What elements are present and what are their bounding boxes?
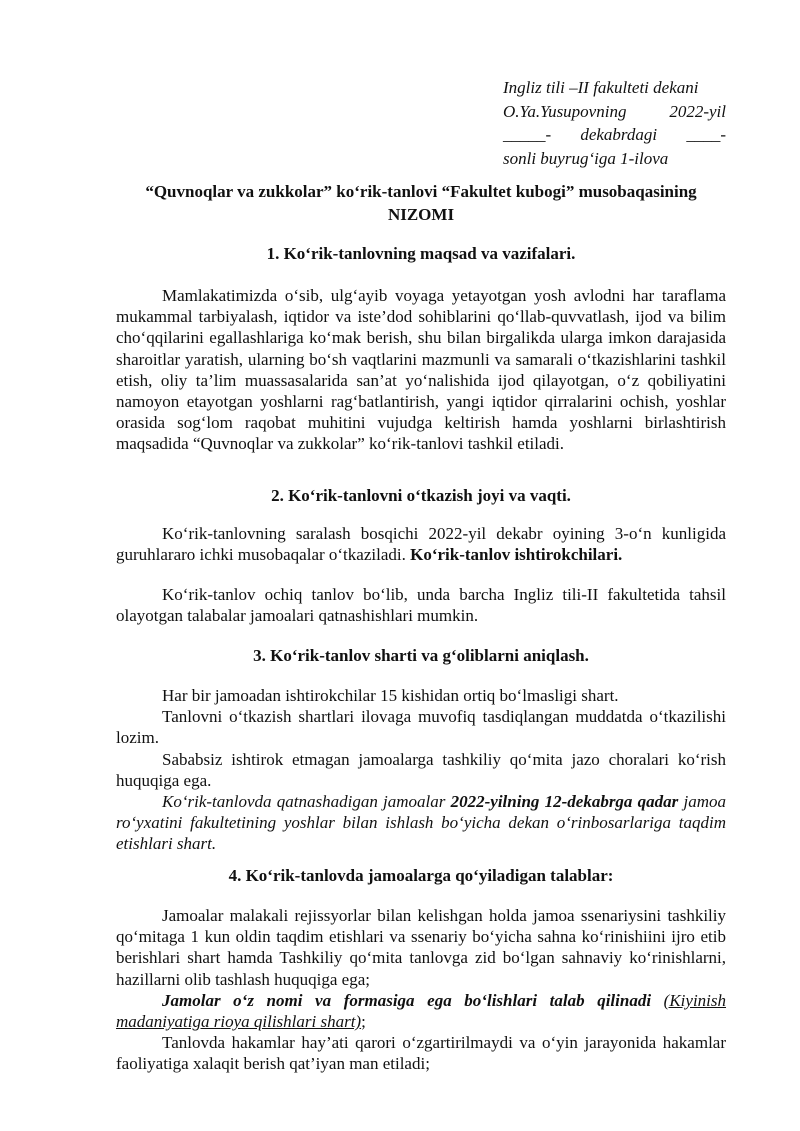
section-3-paragraph-4-c: jamoa ro‘yxatini fakultetining yoshlar bilan ishlash bo‘yicha dekan o‘rinbosarlariga taqdim etishlari shart. [116, 792, 726, 854]
section-3-heading: 3. Ko‘rik-tanlov sharti va g‘oliblarni aniqlash. [253, 646, 589, 665]
section-2-paragraph-2: Ko‘rik-tanlov ochiq tanlov bo‘lib, unda barcha Ingliz tili-II fakultetida tahsil olayotgan talabalar jamoalari qatnashishlari mumkin. [116, 585, 726, 626]
section-1-heading: 1. Ko‘rik-tanlovning maqsad va vazifalari. [266, 244, 576, 263]
approval-line-3 [503, 123, 726, 147]
approval-blank-1: _____- [503, 125, 552, 144]
approval-note [503, 76, 726, 170]
section-3-body [116, 685, 726, 855]
section-3-paragraph-4 [116, 791, 726, 855]
section-4-paragraph-3: Tanlovda hakamlar hay’ati qarori o‘zgartirilmaydi va o‘yin jarayonida hakamlar faoliyatiga xalaqit berish qat’iyan man etiladi; [116, 1033, 726, 1074]
section-4-requirement: Jamolar o‘z nomi va formasiga ega bo‘lishlari talab qilinadi [162, 990, 652, 1010]
approval-year: 2022-yil [669, 101, 726, 121]
section-2-paragraph-1 [116, 523, 726, 565]
approval-line-4: sonli buyrug‘iga 1-ilova [503, 148, 669, 168]
section-4-paragraph-1: Jamoalar malakali rejissyorlar bilan kelishgan holda jamoa ssenariysini tashkiliy qo‘mitaga 1 kun oldin taqdim etishlari va ssenariy bo‘yicha sahna ko‘rinishiini ijro etib berishlari shart hamda Tashkiliy qo‘mita tanlovga zid bo‘lgan sahnaviy ko‘rinishlarni, hazillarni olib tashlash huquqiga ega; [116, 906, 726, 989]
section-3-paragraph-2: Tanlovni o‘tkazish shartlari ilovaga muvofiq tasdiqlangan muddatda o‘tkazilishi lozim. [116, 707, 726, 748]
approval-line-1: Ingliz tili –II fakulteti dekani [503, 78, 699, 97]
section-2-paragraph-1-text: Ko‘rik-tanlovning saralash bosqichi 2022-yil dekabr oyining 3-o‘n kunligida guruhlararo ichki musobaqalar o‘tkaziladi. [116, 524, 726, 565]
section-4-paragraph-2-end: ; [361, 1012, 366, 1032]
participants-subheading: Ko‘rik-tanlov ishtirokchilari. [410, 545, 623, 565]
section-2-heading: 2. Ko‘rik-tanlovni o‘tkazish joyi va vaqti. [271, 486, 571, 505]
section-4-paragraph-2 [116, 990, 726, 1032]
document-title [116, 180, 726, 226]
section-1-paragraph: Mamlakatimizda o‘sib, ulg‘ayib voyaga yetayotgan yosh avlodni har taraflama mukammal tarbiyalash, iqtidor va iste’dod sohiblarini qo‘llab-quvvatlash, ijod va bilim cho‘qqilarini egallashlariga ko‘mak berish, shu bilan birgalikda ularga imkon darajasida sharoitlar yaratish, ularning bo‘sh vaqtlarini mazmunli va samarali o‘tkazishlarini tashkil etish, oliy ta’lim muassasalarida san’at yo‘nalishida ijod qilayotgan, o‘z qobiliyatini namoyon etayotgan yoshlarni rag‘batlantirish, yangi iqtidor qirralarini ochish, yoshlar orasida sog‘lom raqobat muhitini vujudga keltirish hamda yoshlarni birlashtirish maqsadida “Quvnoqlar va zukkolar” ko‘rik-tanlovi tashkil etiladi. [116, 286, 726, 454]
approval-line-2 [503, 100, 726, 124]
approval-blank-2: ____- [686, 125, 726, 144]
approval-month: dekabrdagi [580, 125, 658, 144]
section-3-deadline: 2022-yilning 12-dekabrga qadar [450, 792, 679, 812]
section-3-paragraph-3: Sababsiz ishtirok etmagan jamoalarga tashkiliy qo‘mita jazo choralari ko‘rish huquqiga ega. [116, 749, 726, 790]
section-4-dress-code: (Kiyinish madaniyatiga rioya qilishlari shart) [116, 990, 727, 1032]
section-3-paragraph-4-a: Ko‘rik-tanlovda qatnashadigan jamoalar [162, 792, 451, 812]
section-4-body [116, 905, 726, 1075]
title-line-1: “Quvnoqlar va zukkolar” ko‘rik-tanlovi “Fakultet kubogi” musobaqasining [145, 182, 697, 201]
section-4-heading: 4. Ko‘rik-tanlovda jamoalarga qo‘yiladigan talablar: [228, 866, 614, 885]
section-3-paragraph-1: Har bir jamoadan ishtirokchilar 15 kishidan ortiq bo‘lmasligi shart. [162, 686, 619, 705]
approval-dean-name: O.Ya.Yusupovning [503, 101, 627, 121]
title-line-2: NIZOMI [387, 205, 455, 224]
